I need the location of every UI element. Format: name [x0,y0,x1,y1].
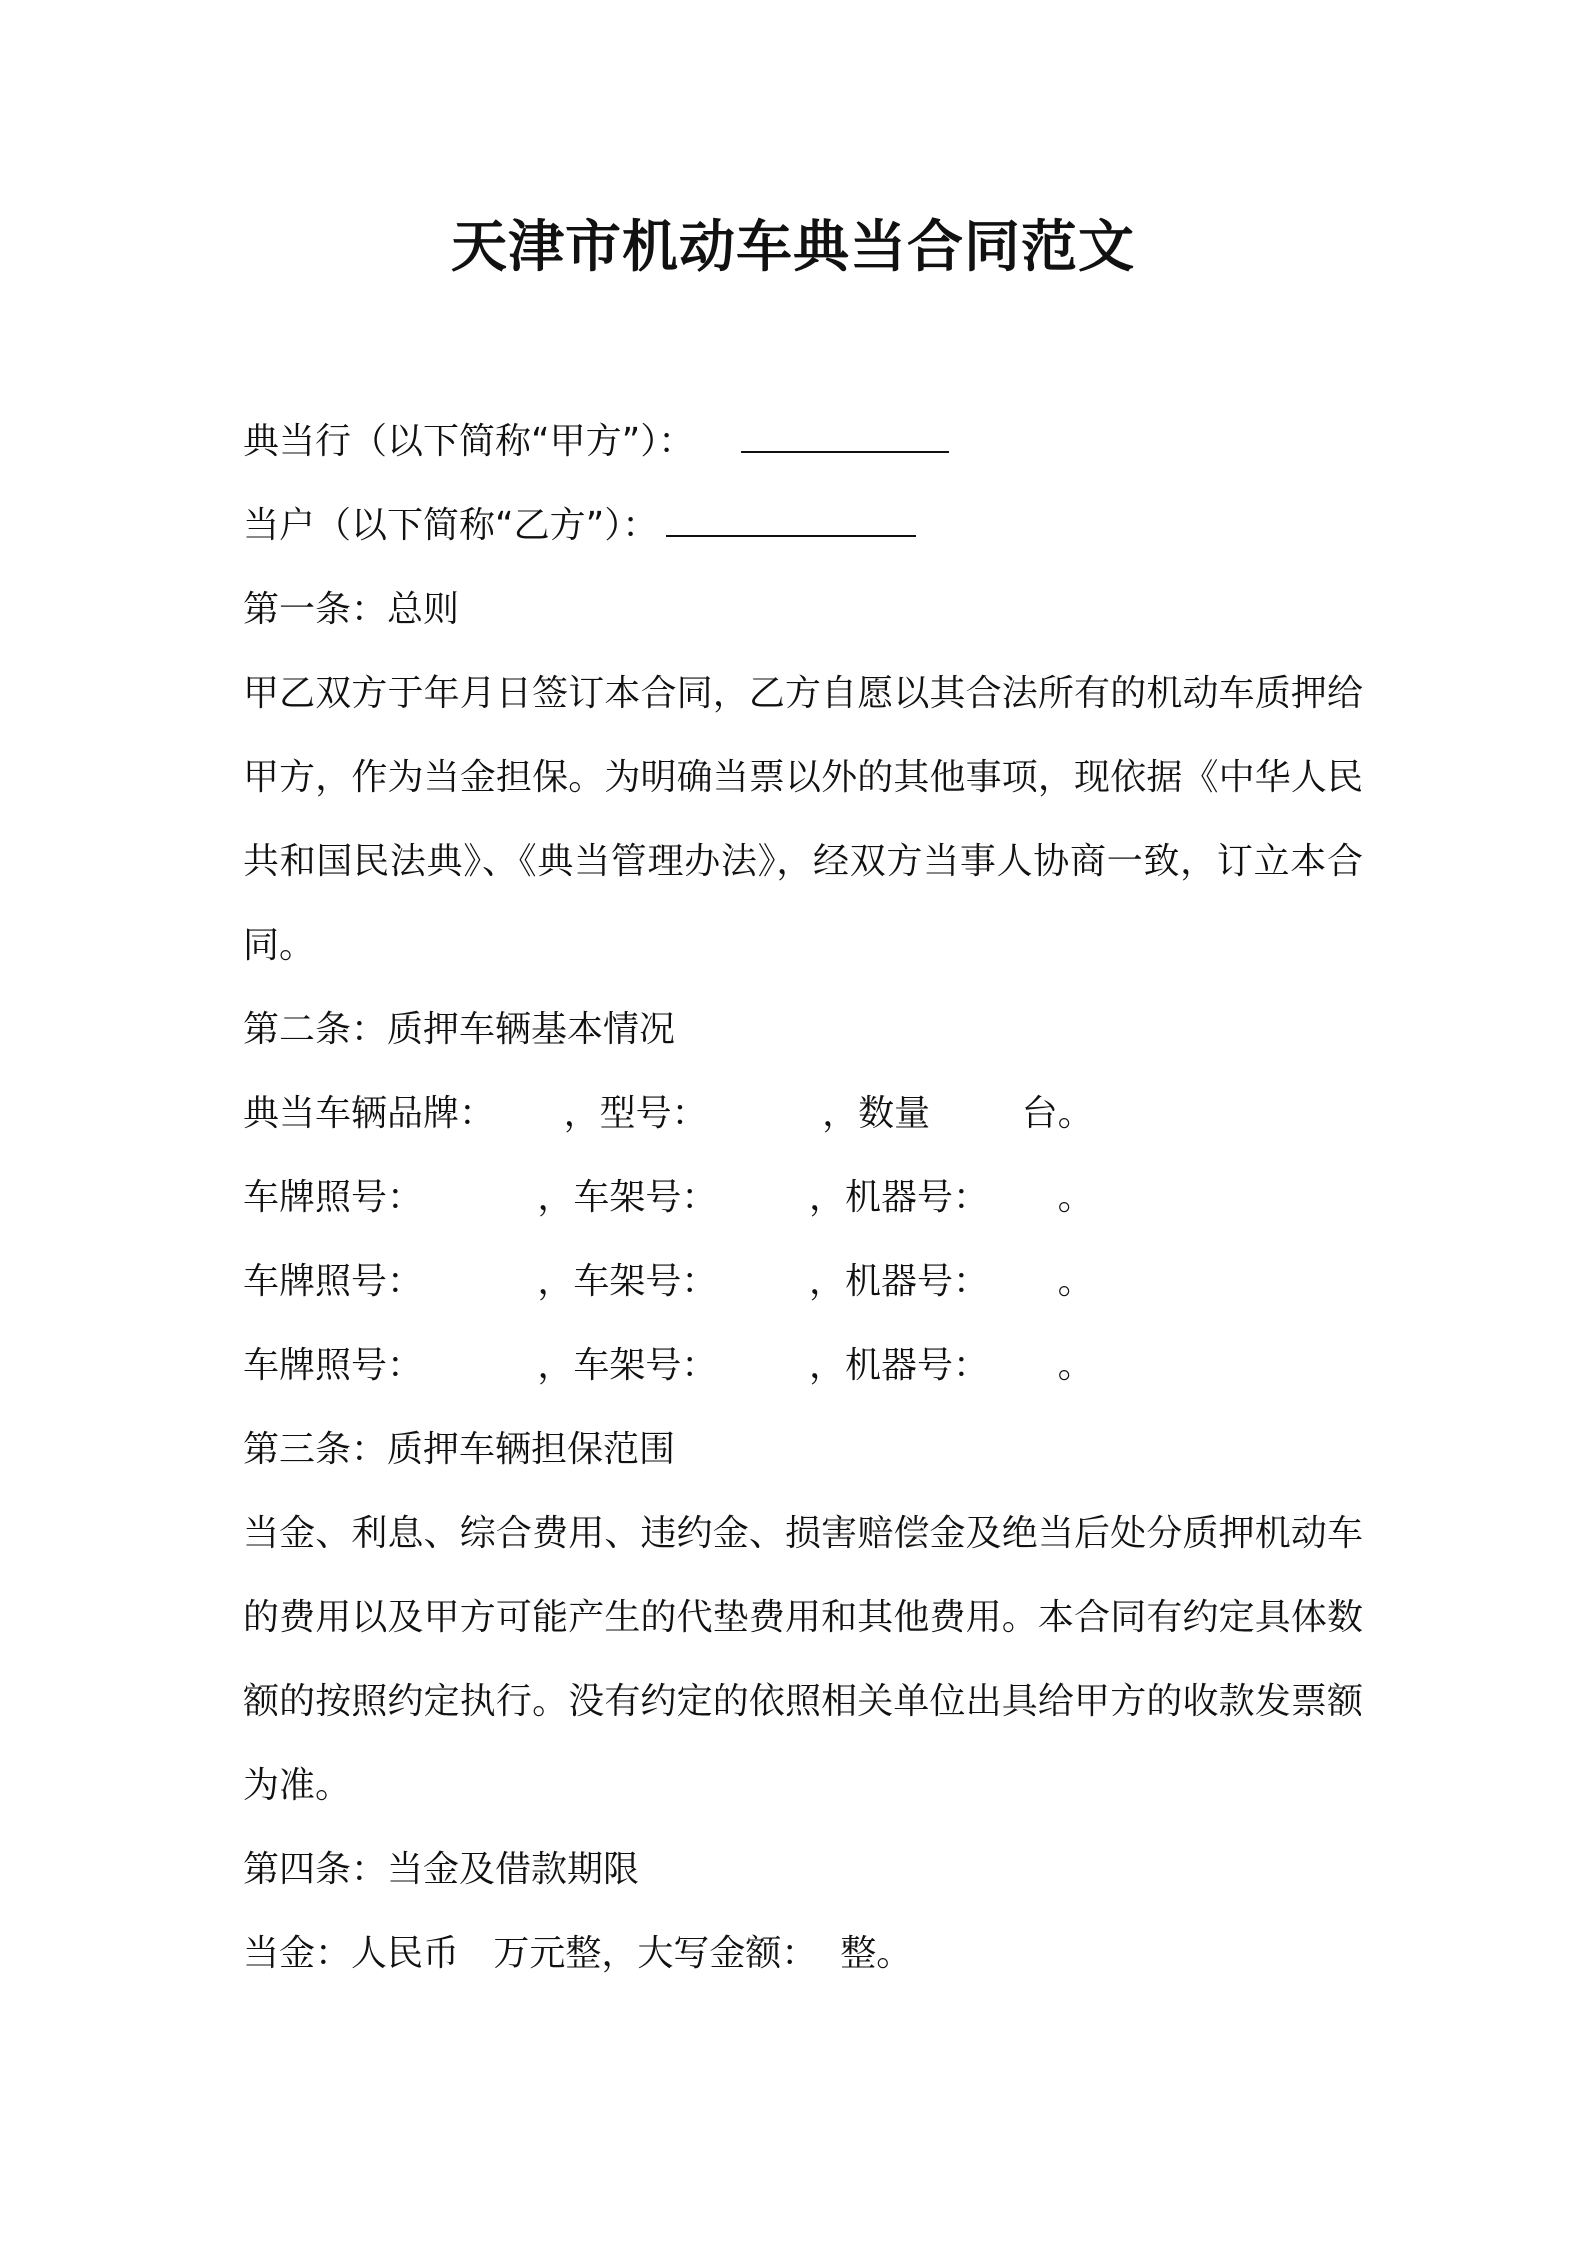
plate-line: 车牌照号： ，车架号： ，机器号： 。 [243,1177,1094,1218]
plate-line: 车牌照号： ，车架号： ，机器号： 。 [243,1345,1094,1386]
loan-amount-line: 当金：人民币 万元整，大写金额： 整。 [243,1933,913,1974]
article-2-heading: 第二条：质押车辆基本情况 [243,1009,676,1050]
document-body [243,400,1363,1996]
article-1-heading: 第一条：总则 [243,589,460,630]
article-4-heading: 第四条：当金及借款期限 [243,1849,640,1890]
document-title: 天津市机动车典当合同范文 [451,215,1135,280]
party-a-line [243,400,1363,484]
plate-line: 车牌照号： ，车架号： ，机器号： 。 [243,1261,1094,1302]
party-b-blank [666,505,916,537]
vehicle-brand-line: 典当车辆品牌： ，型号： ，数量 台。 [243,1093,1094,1134]
article-3-heading: 第三条：质押车辆担保范围 [243,1429,676,1470]
party-b-line [243,484,1363,568]
party-a-blank [741,421,949,453]
party-a-label: 典当行（以下简称“甲方”）： [243,421,718,462]
article-3-body: 当金、利息、综合费用、违约金、损害赔偿金及绝当后处分质押机动车的费用以及甲方可能产生的代垫费用和其他费用。本合同有约定具体数额的按照约定执行。没有约定的依照相关单位出具给甲方的收款发票额为准。 [243,1513,1363,1806]
article-1-body: 甲乙双方于年月日签订本合同，乙方自愿以其合法所有的机动车质押给甲方，作为当金担保。为明确当票以外的其他事项，现依据《中华人民共和国民法典》、《典当管理办法》，经双方当事人协商一致，订立本合同。 [243,673,1363,966]
party-b-label: 当户（以下简称“乙方”）： [243,505,659,546]
